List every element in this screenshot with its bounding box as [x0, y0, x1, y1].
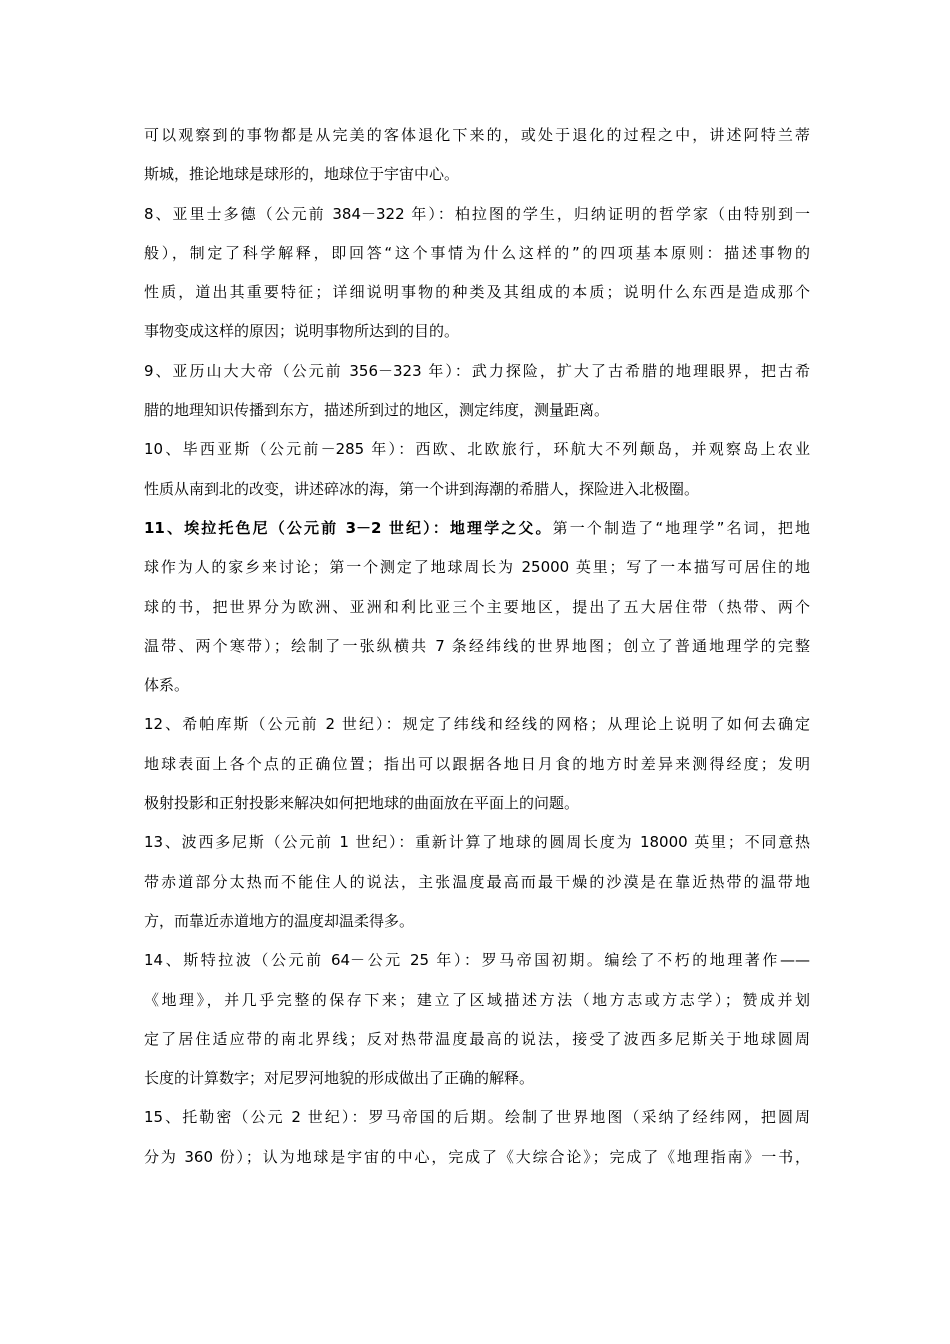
text-line: 腊的地理知识传播到东方，描述所到过的地区，测定纬度，测量距离。 — [144, 401, 610, 420]
text-line: 可以观察到的事物都是从完美的客体退化下来的，或处于退化的过程之中，讲述阿特兰蒂 — [144, 126, 810, 144]
text-line: 10、毕西亚斯（公元前－285 年）：西欧、北欧旅行，环航大不列颠岛，并观察岛上农业 — [144, 440, 810, 459]
text-line: 《地理》，并几乎完整的保存下来；建立了区域描述方法（地方志或方志学）；赞成并划 — [144, 990, 810, 1009]
text-line: 8、亚里士多德（公元前 384－322 年）：柏拉图的学生，归纳证明的哲学家（由特别到一 — [144, 204, 810, 223]
text-line: 球的书，把世界分为欧洲、亚洲和利比亚三个主要地区，提出了五大居住带（热带、两个 — [144, 597, 810, 616]
text-line: 带赤道部分太热而不能住人的说法，主张温度最高而最干燥的沙漠是在靠近热带的温带地 — [144, 872, 810, 891]
document-body — [144, 116, 810, 1177]
text-line: 体系。 — [144, 676, 190, 695]
text-line: 般），制定了科学解释，即回答“这个事情为什么这样的”的四项基本原则：描述事物的 — [144, 243, 810, 262]
text-line: 15、托勒密（公元 2 世纪）：罗马帝国的后期。绘制了世界地图（采纳了经纬网，把圆周 — [144, 1108, 810, 1127]
bold-heading: 11、埃拉托色尼（公元前 3－2 世纪）：地理学之父。 — [144, 518, 553, 537]
text-line: 温带、两个寒带）；绘制了一张纵横共 7 条经纬线的世界地图；创立了普通地理学的完整 — [144, 636, 810, 655]
text-line: 事物变成这样的原因；说明事物所达到的目的。 — [144, 322, 460, 341]
text-line: 14、斯特拉波（公元前 64－公元 25 年）：罗马帝国初期。编绘了不朽的地理著作—— — [144, 951, 810, 970]
text-line: 性质，道出其重要特征；详细说明事物的种类及其组成的本质；说明什么东西是造成那个 — [144, 283, 810, 302]
text-line: 性质从南到北的改变，讲述碎冰的海，第一个讲到海潮的希腊人，探险进入北极圈。 — [144, 479, 700, 498]
text-line: 12、希帕库斯（公元前 2 世纪）：规定了纬线和经线的网格；从理论上说明了如何去确定 — [144, 715, 810, 734]
text-line: 9、亚历山大大帝（公元前 356－323 年）：武力探险，扩大了古希腊的地理眼界，把古希 — [144, 361, 810, 380]
text-line: 分为 360 份）；认为地球是宇宙的中心，完成了《大综合论》；完成了《地理指南》一书， — [144, 1147, 810, 1166]
text-line: 斯城，推论地球是球形的，地球位于宇宙中心。 — [144, 165, 460, 184]
text-line — [144, 509, 810, 548]
text-line: 极射投影和正射投影来解决如何把地球的曲面放在平面上的问题。 — [144, 794, 580, 813]
text-line: 长度的计算数字；对尼罗河地貌的形成做出了正确的解释。 — [144, 1069, 535, 1088]
text-line: 球作为人的家乡来讨论；第一个测定了地球周长为 25000 英里；写了一本描写可居住的地 — [144, 558, 810, 577]
text-run: 第一个制造了“地理学”名词，把地 — [552, 518, 810, 537]
text-line: 方，而靠近赤道地方的温度却温柔得多。 — [144, 911, 415, 930]
text-line: 地球表面上各个点的正确位置；指出可以跟据各地日月食的地方时差异来测得经度；发明 — [144, 754, 810, 773]
text-line: 定了居住适应带的南北界线；反对热带温度最高的说法，接受了波西多尼斯关于地球圆周 — [144, 1029, 810, 1048]
text-line: 13、波西多尼斯（公元前 1 世纪）：重新计算了地球的圆周长度为 18000 英里；不同意热 — [144, 833, 810, 852]
